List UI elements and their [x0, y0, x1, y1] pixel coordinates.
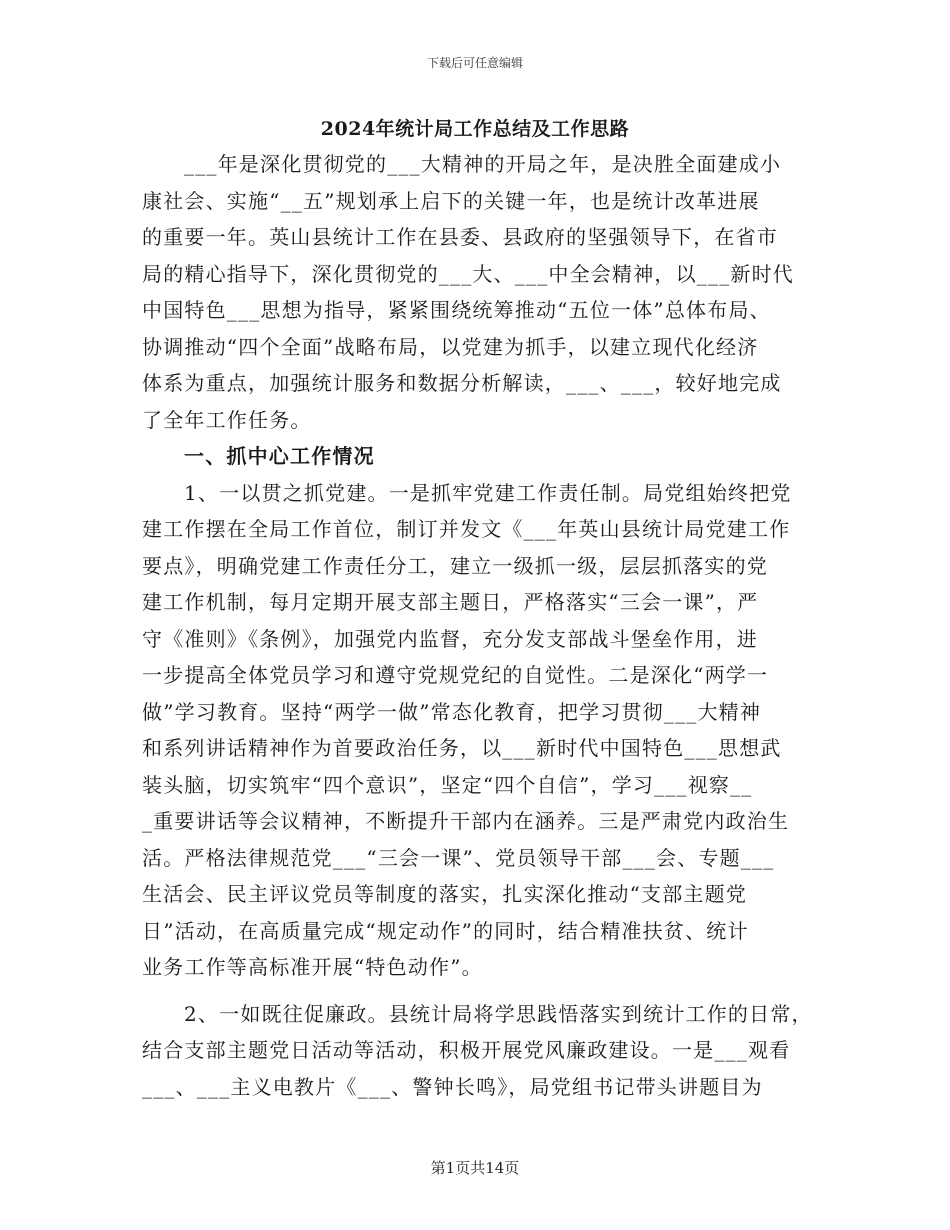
text-line: 做”学习教育。坚持“两学一做”常态化教育，把学习贯彻___大精神	[142, 699, 762, 724]
text-line: 了全年工作任务。	[142, 407, 312, 432]
text-line: 中国特色___思想为指导，紧紧围绕统筹推动“五位一体”总体布局、	[142, 298, 771, 322]
paragraph-intro	[142, 146, 822, 438]
text-line: 日”活动，在高质量完成“规定动作”的同时，结合精准扶贫、统计	[142, 918, 749, 943]
text-line: 结合支部主题党日活动等活动，积极开展党风廉政建设。一是___观看	[142, 1038, 791, 1062]
document-body	[142, 146, 822, 1105]
header-note: 下载后可任意编辑	[426, 56, 523, 70]
text-line: 协调推动“四个全面”战略布局，以党建为抓手，以建立现代化经济	[142, 334, 759, 359]
text-line: 活。严格法律规范党___“三会一课”、党员领导干部___会、专题___	[142, 845, 775, 870]
text-line: ___、___主义电教片《___、警钟长鸣》，局党组书记带头讲题目为	[142, 1074, 763, 1099]
page-number: 第1页共14页	[430, 1159, 520, 1177]
text-line: 守《准则》《条例》，加强党内监督，充分发支部战斗堡垒作用，进	[142, 626, 758, 651]
text-line: 2、一如既往促廉政。县统计局将学思践悟落实到统计工作的日常，	[184, 1001, 813, 1026]
text-line: 的重要一年。英山县统计工作在县委、县政府的坚强领导下，在省市	[142, 225, 778, 249]
section-heading: 一、抓中心工作情况	[184, 444, 375, 468]
text-line: 和系列讲话精神作为首要政治任务，以___新时代中国特色___思想武	[142, 736, 782, 760]
text-line: _重要讲话等会议精神，不断提升干部内在涵养。三是严肃党内政治生	[142, 809, 790, 833]
text-line: 1、一以贯之抓党建。一是抓牢党建工作责任制。局党组始终把党	[184, 480, 792, 505]
text-line: 体系为重点，加强统计服务和数据分析解读，___、___，较好地完成	[142, 371, 782, 395]
text-line: 建工作摆在全局工作首位，制订并发文《___年英山县统计局党建工作	[142, 517, 791, 541]
text-line: ___年是深化贯彻党的___大精神的开局之年，是决胜全面建成小	[184, 152, 782, 176]
paragraph-integrity	[142, 996, 822, 1106]
text-line: 要点》，明确党建工作责任分工，建立一级抓一级，层层抓落实的党	[142, 553, 768, 578]
text-line: 生活会、民主评议党员等制度的落实，扎实深化推动“支部主题党	[142, 882, 748, 906]
document-title: 2024年统计局工作总结及工作思路	[320, 118, 630, 140]
text-line: 康社会、实施“__五”规划承上启下的关键一年，也是统计改革进展	[142, 188, 760, 213]
paragraph-gap	[142, 986, 822, 996]
text-line: 装头脑，切实筑牢“四个意识”，坚定“四个自信”，学习___视察__	[142, 772, 753, 797]
paragraph-party-building	[142, 475, 822, 986]
text-line: 局的精心指导下，深化贯彻党的___大、___中全会精神，以___新时代	[142, 261, 794, 286]
text-line: 建工作机制，每月定期开展支部主题日，严格落实“三会一课”，严	[142, 590, 759, 614]
text-line: 业务工作等高标准开展“特色动作”。	[142, 955, 483, 979]
text-line: 一步提高全体党员学习和遵守党规党纪的自觉性。二是深化“两学一	[142, 663, 769, 687]
